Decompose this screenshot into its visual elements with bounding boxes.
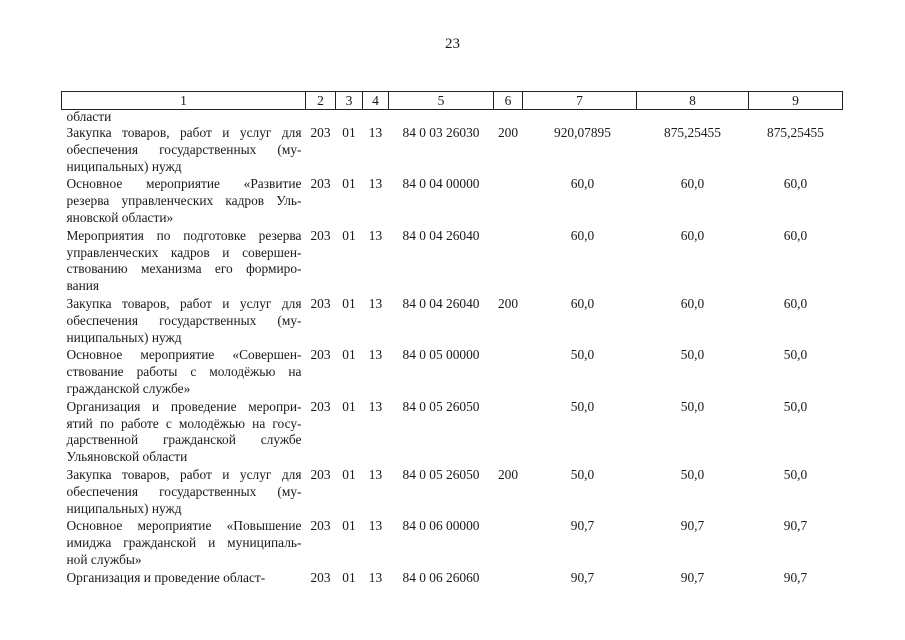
row-name-line: яновской области» (66, 209, 174, 225)
col-rz: 01 (342, 125, 356, 140)
col-rz: 01 (342, 518, 356, 534)
col-rzd: 203 (310, 347, 331, 363)
col-csr: 84 0 05 26050 (402, 466, 480, 482)
col-vr: 200 (497, 295, 519, 311)
header-col-2: 2 (306, 92, 336, 110)
col-amount-2: 50,0 (680, 398, 705, 414)
col-pr: 13 (368, 569, 383, 585)
header-col-3: 3 (336, 92, 363, 110)
col-pr: 13 (368, 227, 383, 243)
table-row (62, 517, 843, 568)
col-amount-2: 50,0 (680, 466, 705, 482)
col-amount-3: 50,0 (783, 347, 808, 363)
col-amount-1: 60,0 (570, 295, 595, 311)
header-col-8: 8 (637, 92, 749, 110)
col-amount-2: 90,7 (680, 518, 705, 534)
col-rz: 01 (342, 398, 356, 414)
table-row (62, 295, 843, 346)
page-number: 23 (445, 36, 460, 52)
row-name (62, 295, 306, 346)
col-rzd: 203 (310, 398, 331, 414)
col-amount-3: 50,0 (783, 466, 808, 482)
col-vr (494, 175, 523, 226)
continuation-text: области (66, 109, 112, 124)
col-pr: 13 (368, 295, 383, 311)
col-rz: 01 (342, 466, 356, 482)
header-col-7: 7 (523, 92, 637, 110)
row-name-line: дарственной гражданской службе (66, 432, 302, 448)
col-vr (494, 398, 523, 466)
row-name (62, 517, 306, 568)
row-name (62, 124, 306, 175)
col-amount-1: 60,0 (570, 176, 595, 192)
row-name-line: обеспечения государственных (му- (66, 141, 302, 157)
col-pr: 13 (368, 347, 383, 363)
col-amount-3: 60,0 (783, 295, 808, 311)
col-amount-2: 60,0 (680, 295, 705, 311)
row-name-line: ствованию механизма его формиро- (66, 261, 302, 277)
row-name (62, 346, 306, 397)
col-rz: 01 (342, 176, 356, 192)
col-csr: 84 0 05 00000 (402, 347, 480, 363)
header-col-5: 5 (389, 92, 494, 110)
table-row (62, 466, 843, 517)
col-csr: 84 0 05 26050 (402, 398, 480, 414)
row-name-line: ятий по работе с молодёжью на госу- (66, 415, 302, 431)
col-amount-2: 875,25455 (664, 125, 721, 140)
col-pr: 13 (368, 518, 383, 534)
col-amount-3: 50,0 (783, 398, 808, 414)
row-name-line: Основное мероприятие «Повышение (66, 518, 302, 534)
col-rzd: 203 (310, 569, 331, 585)
row-name-line: Основное мероприятие «Совершен- (66, 347, 302, 363)
table-row (62, 175, 843, 226)
row-name-line: обеспечения государственных (му- (66, 483, 302, 499)
col-amount-1: 50,0 (570, 466, 595, 482)
col-vr (494, 517, 523, 568)
col-rzd: 203 (310, 518, 331, 534)
col-pr: 13 (368, 125, 383, 140)
header-col-4: 4 (363, 92, 389, 110)
header-col-9: 9 (749, 92, 843, 110)
row-name-line: имиджа гражданской и муниципаль- (66, 535, 302, 551)
header-row (62, 92, 843, 110)
col-csr: 84 0 04 26040 (402, 227, 480, 243)
col-rz: 01 (342, 227, 356, 243)
col-vr (494, 569, 523, 587)
row-name-line: вания (66, 278, 100, 294)
col-vr: 200 (497, 466, 519, 482)
row-name-line: Закупка товаров, работ и услуг для (66, 125, 302, 140)
col-pr: 13 (368, 176, 383, 192)
header-col-1: 1 (62, 92, 306, 110)
col-csr: 84 0 03 26030 (402, 125, 480, 140)
row-name-line: ной службы» (66, 551, 142, 567)
row-name-line: Закупка товаров, работ и услуг для (66, 295, 302, 311)
col-rz: 01 (342, 569, 356, 585)
col-amount-3: 60,0 (783, 227, 808, 243)
col-amount-3: 90,7 (783, 569, 808, 585)
row-name (62, 466, 306, 517)
row-name (62, 569, 306, 587)
col-csr: 84 0 04 00000 (402, 176, 480, 192)
header-col-6: 6 (494, 92, 523, 110)
col-rzd: 203 (310, 227, 331, 243)
row-name (62, 398, 306, 466)
col-rzd: 203 (310, 295, 331, 311)
col-vr (494, 227, 523, 295)
row-name-line: ниципальных) нужд (66, 500, 182, 516)
table-row (62, 124, 843, 175)
budget-table (61, 91, 843, 587)
col-amount-2: 90,7 (680, 569, 705, 585)
row-name-line: ствование работы с молодёжью на (66, 364, 302, 380)
row-name-line: Закупка товаров, работ и услуг для (66, 466, 302, 482)
col-vr (494, 346, 523, 397)
col-pr: 13 (368, 398, 383, 414)
col-amount-2: 60,0 (680, 176, 705, 192)
col-csr: 84 0 04 26040 (402, 295, 480, 311)
table-row (62, 398, 843, 466)
col-amount-1: 60,0 (570, 227, 595, 243)
col-amount-1: 90,7 (570, 569, 595, 585)
row-name-line: Организация и проведение област- (66, 569, 266, 585)
row-name-line: обеспечения государственных (му- (66, 312, 302, 328)
row-name-line: Ульяновской области (66, 449, 188, 465)
col-amount-1: 50,0 (570, 347, 595, 363)
row-name (62, 175, 306, 226)
col-amount-3: 60,0 (783, 176, 808, 192)
row-name-line: Организация и проведение меропри- (66, 398, 302, 414)
row-name-line: резерва управленческих кадров Уль- (66, 193, 302, 209)
row-name-line: Основное мероприятие «Развитие (66, 176, 302, 192)
row-name-line: управленческих кадров и совершен- (66, 244, 302, 260)
col-rzd: 203 (310, 176, 331, 192)
col-rzd: 203 (310, 466, 331, 482)
col-amount-2: 50,0 (680, 347, 705, 363)
row-name-line: ниципальных) нужд (66, 158, 182, 174)
col-rz: 01 (342, 347, 356, 363)
col-amount-2: 60,0 (680, 227, 705, 243)
row-name-line: Мероприятия по подготовке резерва (66, 227, 302, 243)
col-amount-3: 875,25455 (767, 125, 824, 140)
col-amount-1: 90,7 (570, 518, 595, 534)
col-amount-1: 50,0 (570, 398, 595, 414)
col-amount-1: 920,07895 (554, 125, 611, 140)
col-csr: 84 0 06 00000 (402, 518, 480, 534)
table-row (62, 346, 843, 397)
col-csr: 84 0 06 26060 (402, 569, 480, 585)
row-name-line: ниципальных) нужд (66, 329, 182, 345)
continuation-row (62, 110, 843, 125)
row-name-line: гражданской службе» (66, 380, 191, 396)
col-amount-3: 90,7 (783, 518, 808, 534)
col-rzd: 203 (310, 125, 331, 140)
table-row (62, 569, 843, 587)
table-row (62, 227, 843, 295)
col-vr: 200 (497, 125, 519, 140)
row-name (62, 227, 306, 295)
col-pr: 13 (368, 466, 383, 482)
col-rz: 01 (342, 295, 356, 311)
